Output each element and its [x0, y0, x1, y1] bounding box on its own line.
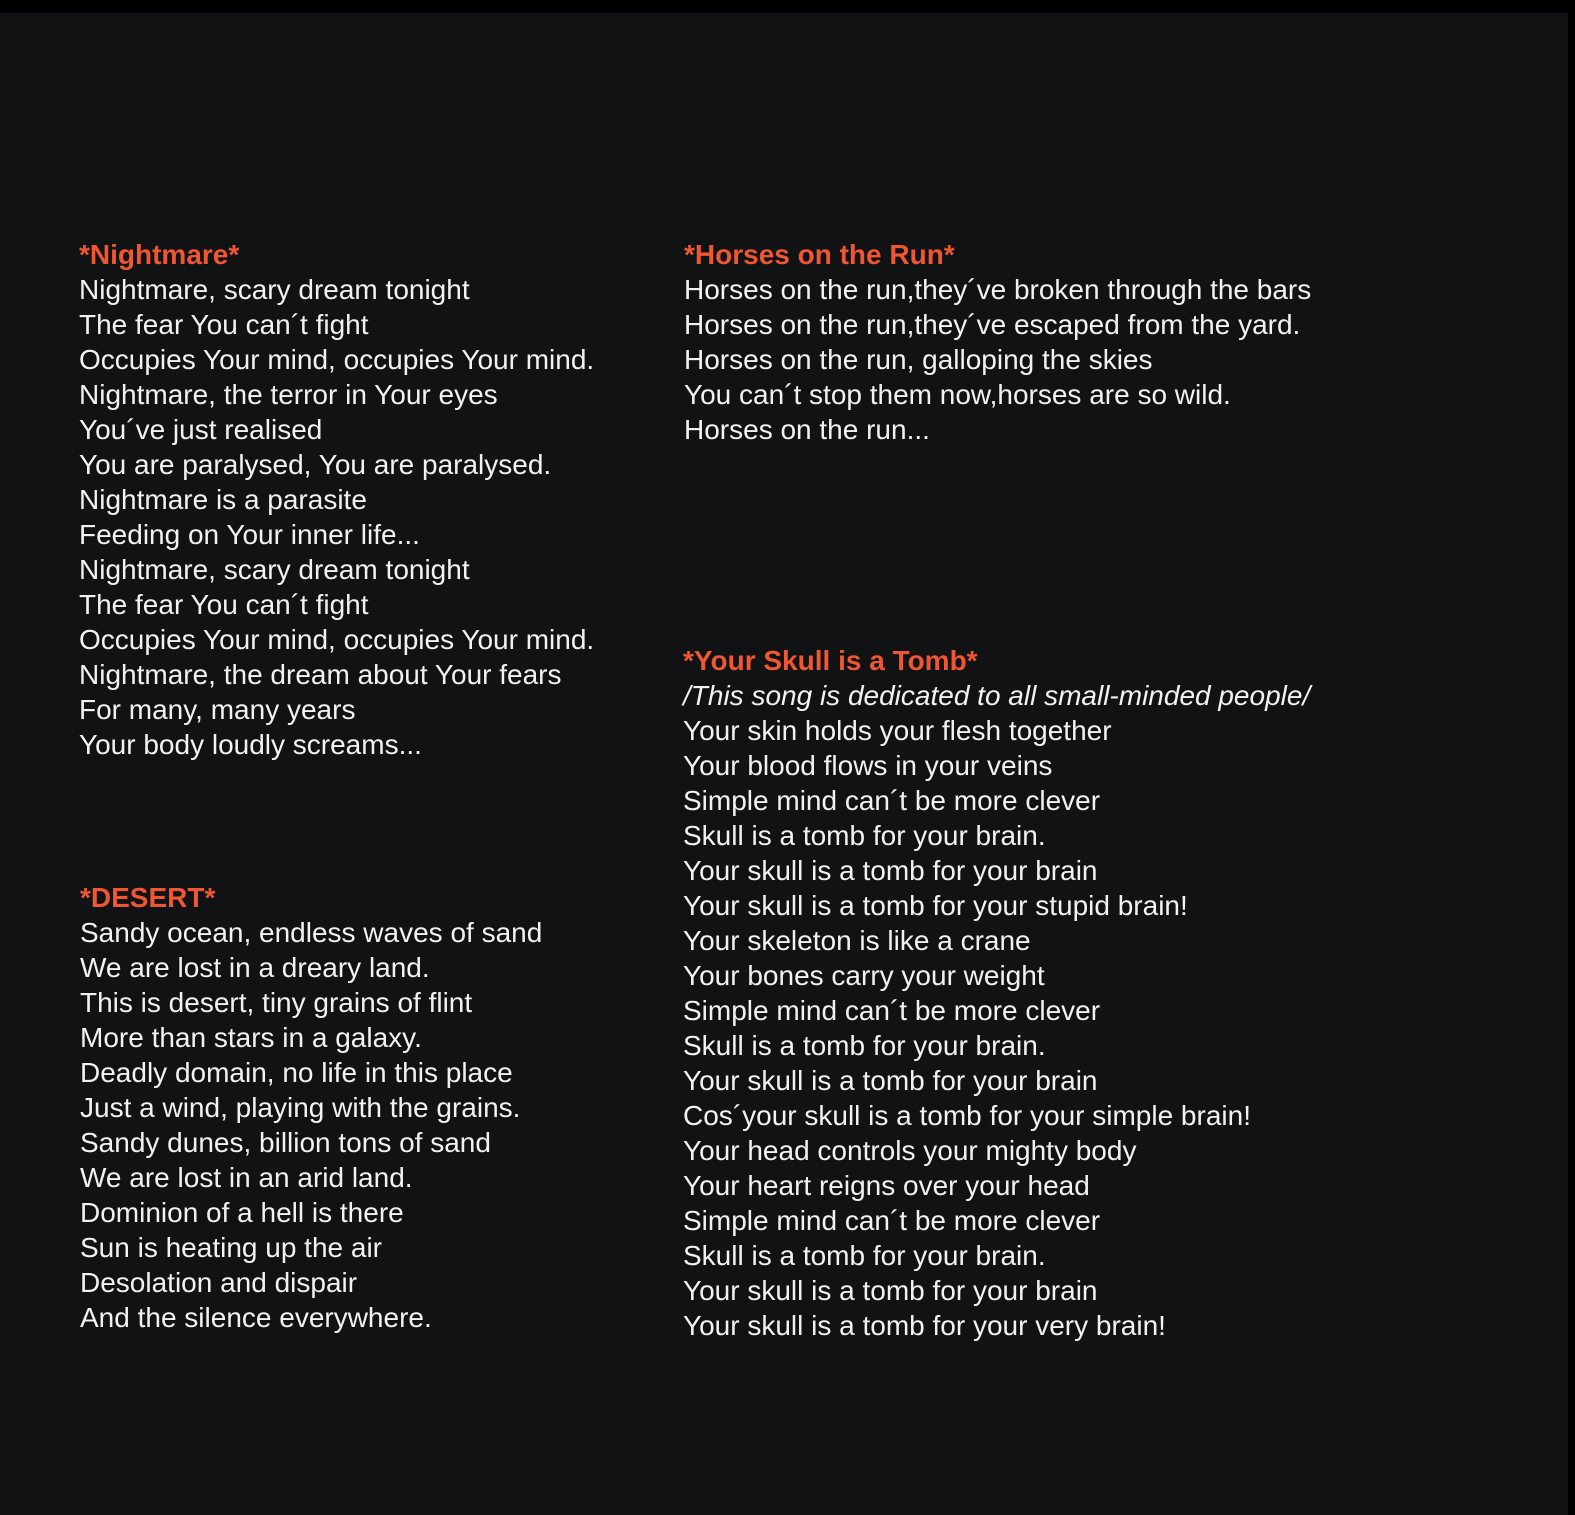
lyric-line: Skull is a tomb for your brain.: [683, 1030, 1046, 1061]
lyric-line: Horses on the run...: [684, 414, 930, 445]
lyric-line: Deadly domain, no life in this place: [80, 1057, 513, 1088]
lyric-line: The fear You can´t fight: [79, 309, 369, 340]
lyric-line: Your heart reigns over your head: [683, 1170, 1090, 1201]
song-title: *Nightmare*: [79, 239, 240, 270]
lyric-line: Your skull is a tomb for your brain: [683, 1275, 1098, 1306]
lyric-line: And the silence everywhere.: [80, 1302, 432, 1333]
lyric-line: Dominion of a hell is there: [80, 1197, 404, 1228]
lyric-line: Nightmare is a parasite: [79, 484, 367, 515]
lyric-line: Your skull is a tomb for your brain: [683, 1065, 1098, 1096]
lyric-line: The fear You can´t fight: [79, 589, 369, 620]
lyric-line: We are lost in an arid land.: [80, 1162, 413, 1193]
lyric-line: This is desert, tiny grains of flint: [80, 987, 473, 1018]
lyric-line: Your skull is a tomb for your stupid brain!: [683, 890, 1188, 921]
lyric-line: Feeding on Your inner life...: [79, 519, 420, 550]
lyrics: [80, 915, 542, 1335]
lyric-line: For many, many years: [79, 694, 356, 725]
lyric-line: Nightmare, scary dream tonight: [79, 274, 470, 305]
lyric-line: Your body loudly screams...: [79, 729, 422, 760]
lyric-line: You´ve just realised: [79, 414, 323, 445]
lyric-line: Cos´your skull is a tomb for your simple brain!: [683, 1100, 1251, 1131]
lyric-line: Your blood flows in your veins: [683, 750, 1053, 781]
song-your-skull-is-a-tomb: [683, 643, 1310, 1343]
lyrics: [79, 272, 594, 762]
lyric-line: You are paralysed, You are paralysed.: [79, 449, 552, 480]
lyric-line: Nightmare, scary dream tonight: [79, 554, 470, 585]
song-nightmare: [79, 237, 594, 762]
lyric-line: Your skull is a tomb for your very brain!: [683, 1310, 1166, 1341]
lyric-line: Your skeleton is like a crane: [683, 925, 1031, 956]
lyric-line: Sun is heating up the air: [80, 1232, 382, 1263]
lyric-line: Your skull is a tomb for your brain: [683, 855, 1098, 886]
lyric-line: More than stars in a galaxy.: [80, 1022, 422, 1053]
lyric-line: Horses on the run,they´ve broken through the bars: [684, 274, 1312, 305]
lyric-line: Desolation and dispair: [80, 1267, 358, 1298]
lyric-line: Sandy ocean, endless waves of sand: [80, 917, 543, 948]
song-desert: [80, 880, 542, 1335]
lyrics: [684, 272, 1311, 447]
lyric-line: We are lost in a dreary land.: [80, 952, 430, 983]
lyric-line: Your bones carry your weight: [683, 960, 1045, 991]
top-border: [0, 0, 1575, 13]
right-border: [1568, 0, 1575, 1515]
song-horses-on-the-run: [684, 237, 1311, 447]
lyric-line: Your head controls your mighty body: [683, 1135, 1137, 1166]
lyric-line: Horses on the run,they´ve escaped from the yard.: [684, 309, 1301, 340]
lyric-line: Horses on the run, galloping the skies: [684, 344, 1153, 375]
lyric-line: Skull is a tomb for your brain.: [683, 1240, 1046, 1271]
lyric-line: Sandy dunes, billion tons of sand: [80, 1127, 491, 1158]
lyric-line: You can´t stop them now,horses are so wild.: [684, 379, 1231, 410]
lyric-line: Nightmare, the dream about Your fears: [79, 659, 562, 690]
song-title: *Your Skull is a Tomb*: [683, 645, 978, 676]
song-title: *DESERT*: [80, 882, 216, 913]
lyric-line: Your skin holds your flesh together: [683, 715, 1112, 746]
lyric-line: Nightmare, the terror in Your eyes: [79, 379, 498, 410]
lyric-line: Occupies Your mind, occupies Your mind.: [79, 624, 595, 655]
lyric-line: Simple mind can´t be more clever: [683, 995, 1101, 1026]
song-dedication: /This song is dedicated to all small-minded people/: [683, 680, 1311, 711]
song-title: *Horses on the Run*: [684, 239, 955, 270]
lyric-line: Skull is a tomb for your brain.: [683, 820, 1046, 851]
lyric-line: Simple mind can´t be more clever: [683, 785, 1101, 816]
lyric-line: Just a wind, playing with the grains.: [80, 1092, 521, 1123]
lyric-line: Simple mind can´t be more clever: [683, 1205, 1101, 1236]
lyric-line: Occupies Your mind, occupies Your mind.: [79, 344, 595, 375]
lyrics: [683, 713, 1310, 1343]
